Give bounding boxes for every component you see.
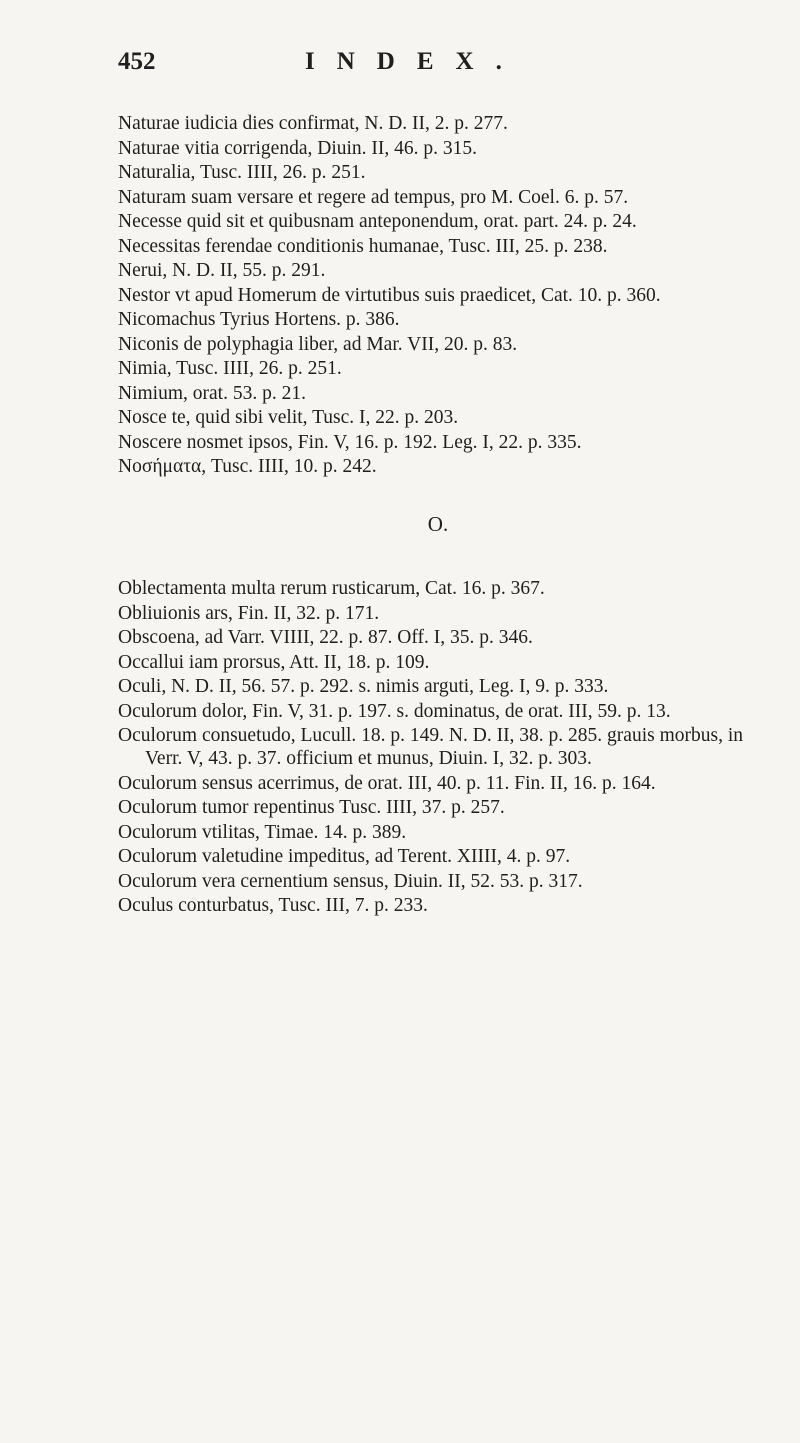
index-entry: Oculorum sensus acerrimus, de orat. III, 40. p. 11. Fin. II, 16. p. 164.	[118, 772, 656, 794]
index-entry: Oblectamenta multa rerum rusticarum, Cat. 16. p. 367.	[118, 578, 545, 600]
page-number: 452	[118, 48, 156, 75]
index-entry: Nicomachus Tyrius Hortens. p. 386.	[118, 309, 400, 330]
index-entry: Noscere nosmet ipsos, Fin. V, 16. p. 192. Leg. I, 22. p. 335.	[118, 431, 582, 453]
index-entry: Nerui, N. D. II, 55. p. 291.	[118, 260, 326, 281]
index-entry: Oculorum dolor, Fin. V, 31. p. 197. s. dominatus, de orat. III, 59. p. 13.	[118, 700, 671, 722]
index-entry: Νοσήματα, Tusc. IIII, 10. p. 242.	[118, 456, 377, 477]
index-entry: Occallui iam prorsus, Att. II, 18. p. 109.	[118, 651, 430, 673]
index-entry: Nosce te, quid sibi velit, Tusc. I, 22. p. 203.	[118, 407, 459, 428]
index-entry: Oculorum consuetudo, Lucull. 18. p. 149. N. D. II, 38. p. 285. grauis morbus, in Verr. V, 43. p. 37. officium et munus, Diuin. I, 32. p. 303.	[118, 725, 744, 770]
index-entry: Niconis de polyphagia liber, ad Mar. VII, 20. p. 83.	[118, 333, 518, 355]
page-header	[118, 48, 758, 88]
index-entry: Oculorum vera cernentium sensus, Diuin. II, 52. 53. p. 317.	[118, 870, 583, 892]
index-entries	[118, 112, 758, 919]
index-entry: Naturae iudicia dies confirmat, N. D. II, 2. p. 277.	[118, 113, 508, 134]
section-o-list	[118, 577, 758, 917]
section-heading-o: O.	[427, 512, 449, 537]
index-entry: Oculus conturbatus, Tusc. III, 7. p. 233.	[118, 895, 428, 917]
index-entry: Obscoena, ad Varr. VIIII, 22. p. 87. Off. I, 35. p. 346.	[118, 627, 533, 649]
index-entry: Naturae vitia corrigenda, Diuin. II, 46. p. 315.	[118, 137, 478, 159]
index-entry: Naturam suam versare et regere ad tempus, pro M. Coel. 6. p. 57.	[118, 186, 629, 208]
index-entry: Obliuionis ars, Fin. II, 32. p. 171.	[118, 602, 380, 624]
index-entry: Oculorum tumor repentinus Tusc. IIII, 37. p. 257.	[118, 797, 505, 819]
index-entry: Oculi, N. D. II, 56. 57. p. 292. s. nimis arguti, Leg. I, 9. p. 333.	[118, 676, 609, 698]
index-entry: Oculorum vtilitas, Timae. 14. p. 389.	[118, 821, 407, 843]
running-title: INDEX.	[305, 48, 524, 75]
index-entry: Oculorum valetudine impeditus, ad Terent. XIIII, 4. p. 97.	[118, 846, 571, 868]
index-entry: Nestor vt apud Homerum de virtutibus suis praedicet, Cat. 10. p. 360.	[118, 284, 661, 306]
index-entry: Nimium, orat. 53. p. 21.	[118, 382, 306, 404]
index-entry: Necesse quid sit et quibusnam anteponendum, orat. part. 24. p. 24.	[118, 211, 637, 232]
index-entry: Nimia, Tusc. IIII, 26. p. 251.	[118, 358, 342, 379]
index-entry: Necessitas ferendae conditionis humanae, Tusc. III, 25. p. 238.	[118, 235, 608, 257]
index-entry: Naturalia, Tusc. IIII, 26. p. 251.	[118, 162, 366, 183]
section-n-list	[118, 112, 758, 478]
